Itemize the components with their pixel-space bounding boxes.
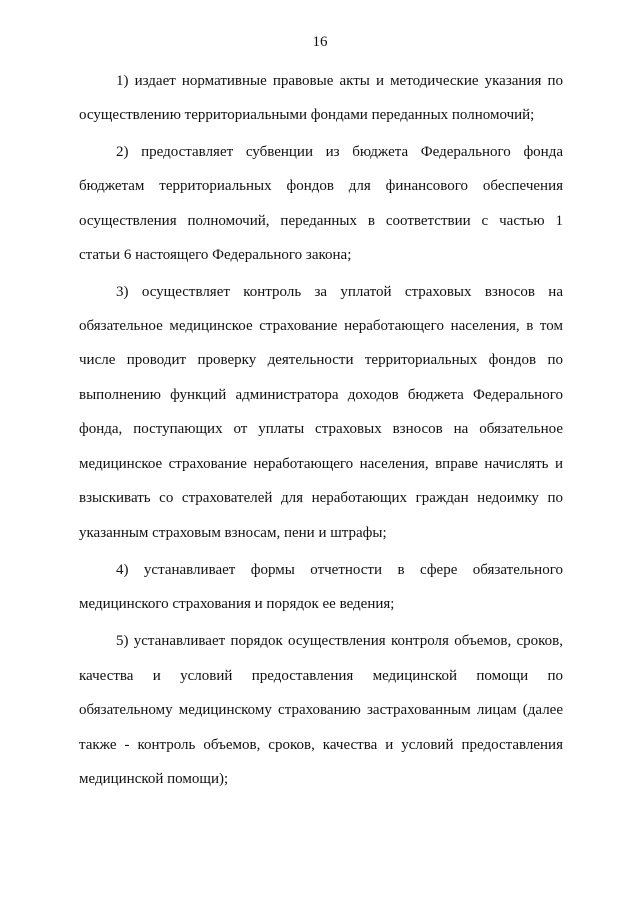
text-line: 2) предоставляет субвенции из бюджета Федерального фонда: [116, 144, 563, 160]
text-line: медицинское страхование неработающего населения, вправе начислять и: [79, 456, 563, 472]
text-line: 5) устанавливает порядок осуществления контроля объемов, сроков,: [116, 633, 563, 649]
text-line: числе проводит проверку деятельности территориальных фондов по: [79, 352, 563, 368]
text-line: 1) издает нормативные правовые акты и методические указания по: [116, 73, 563, 89]
text-line: обязательному медицинскому страхованию застрахованным лицам (далее: [79, 702, 563, 718]
text-line: осуществления полномочий, переданных в соответствии с частью 1: [79, 213, 563, 229]
text-line: фонда, поступающих от уплаты страховых взносов на обязательное: [79, 421, 563, 437]
page-number: 16: [312, 34, 328, 50]
text-line: качества и условий предоставления медицинской помощи по: [79, 668, 563, 684]
text-line: также - контроль объемов, сроков, качества и условий предоставления: [79, 737, 563, 753]
text-line: бюджетам территориальных фондов для финансового обеспечения: [79, 178, 563, 194]
text-line: выполнению функций администратора доходов бюджета Федерального: [79, 387, 563, 403]
text-line: указанным страховым взносам, пени и штрафы;: [79, 525, 387, 541]
text-line: статьи 6 настоящего Федерального закона;: [79, 247, 352, 263]
text-line: медицинского страхования и порядок ее ведения;: [79, 596, 395, 612]
text-line: осуществлению территориальными фондами переданных полномочий;: [79, 107, 535, 123]
text-line: 3) осуществляет контроль за уплатой страховых взносов на: [116, 284, 563, 300]
text-line: взыскивать со страхователей для неработающих граждан недоимку по: [79, 490, 563, 506]
text-line: 4) устанавливает формы отчетности в сфере обязательного: [116, 562, 563, 578]
text-line: обязательное медицинское страхование неработающего населения, в том: [79, 318, 563, 334]
text-line: медицинской помощи);: [79, 771, 229, 787]
